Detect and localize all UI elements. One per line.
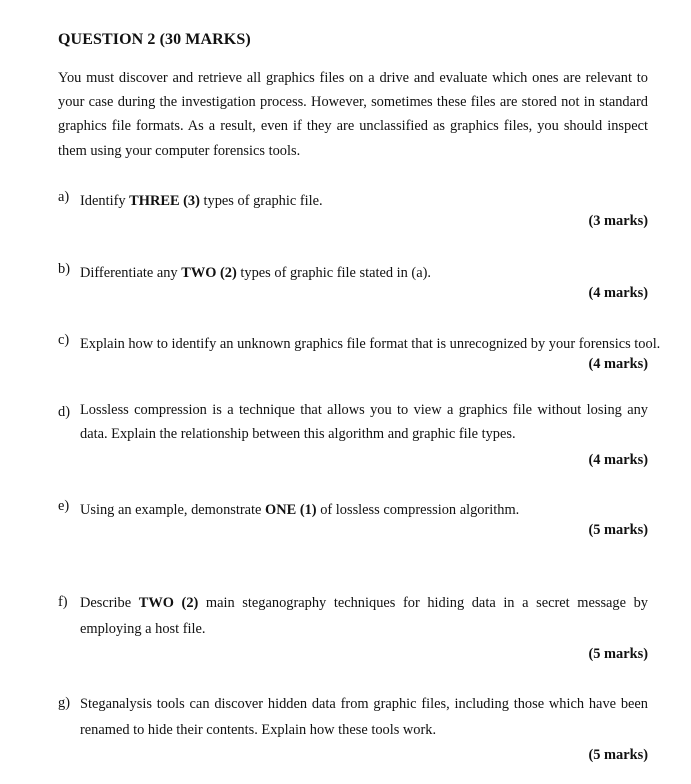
text-segment: Steganalysis tools can discover hidden data from graphic files, including those which have been renamed to hide their contents. Explain how these tools work. [80,696,648,738]
text-segment: types of graphic file. [199,193,323,209]
marks-label: (4 marks) [588,285,648,301]
question-intro: You must discover and retrieve all graphics files on a drive and evaluate which ones are relevant to your case during the investigation process. However, sometimes these files are stored not in standard graphics file formats. As a result, even if they are unclassified as graphics files, you should inspect them using your computer forensics tools. [58,70,648,159]
sub-question-text [80,261,648,287]
sub-question-label: d) [58,404,70,420]
text-segment: main steganography techniques for hiding data in a secret message by employing a host file. [80,595,649,637]
text-segment: Describe [80,595,139,611]
sub-question-label: a) [58,189,70,205]
text-emphasis: TWO (2) [181,265,237,281]
sub-question-text [80,189,648,215]
text-segment: Identify [80,193,130,209]
text-segment: types of graphic file stated in (a). [236,265,432,281]
text-emphasis: TWO (2) [138,595,199,611]
question-heading: QUESTION 2 (30 MARKS) [58,31,251,48]
marks-label: (4 marks) [588,356,648,372]
sub-question-text [80,498,648,524]
sub-question-text [80,590,648,642]
text-segment: Differentiate any [80,265,182,281]
sub-question-label: e) [58,498,70,514]
marks-label: (4 marks) [588,452,648,468]
text-segment: Lossless compression is a technique that allows you to view a graphics file without losing any data. Explain the relationship between this algorithm and graphic file types. [80,402,648,443]
sub-question-text [80,691,648,743]
sub-question-text [80,332,661,358]
sub-question-text [80,398,648,447]
text-emphasis: THREE (3) [129,193,200,209]
sub-question-label: b) [58,261,70,277]
sub-question-label: c) [58,332,70,348]
text-segment: Using an example, demonstrate [80,502,266,518]
marks-label: (5 marks) [588,646,648,662]
marks-label: (5 marks) [588,522,648,538]
text-segment: of lossless compression algorithm. [316,502,520,518]
text-segment: Explain how to identify an unknown graphics file format that is unrecognized by your forensics tool. [80,336,661,352]
marks-label: (5 marks) [588,747,648,763]
text-emphasis: ONE (1) [265,502,317,518]
sub-question-label: f) [58,594,68,610]
marks-label: (3 marks) [588,213,648,229]
sub-question-label: g) [58,695,70,711]
